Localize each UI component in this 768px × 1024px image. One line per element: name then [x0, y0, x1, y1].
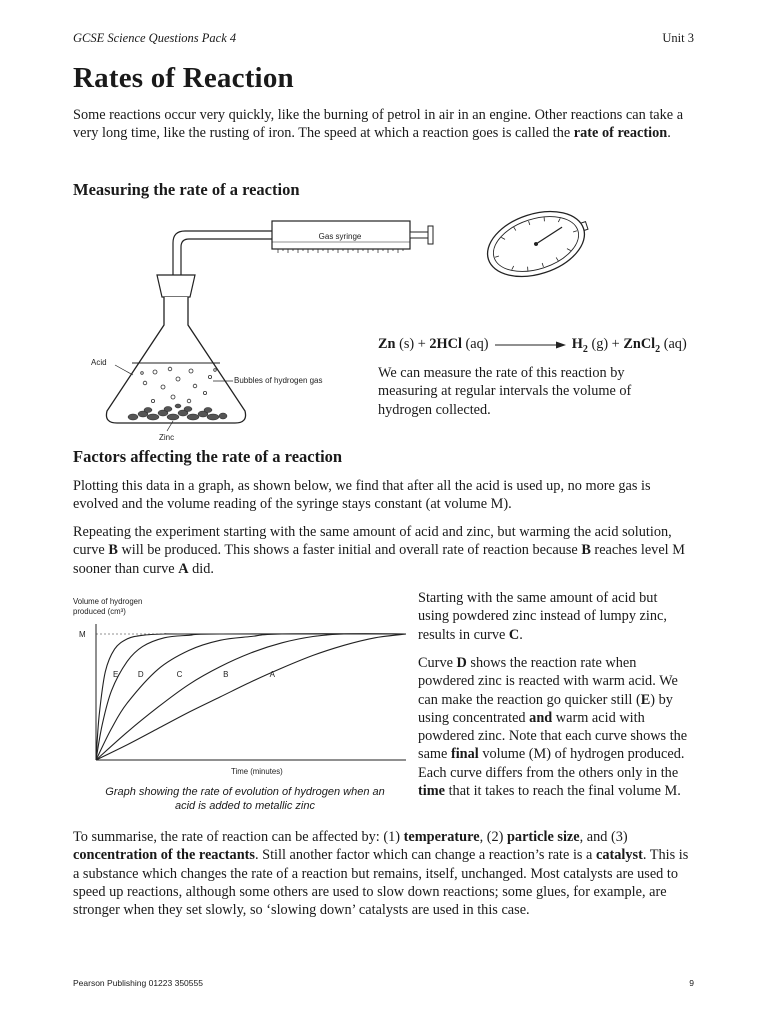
curve-d-e-explanation: Curve D shows the reaction rate when powdered zinc is reacted with warm acid. We can make the reaction go quicker still (E) by using concentrated and warm acid with powdered zinc. Note that each curve shows the same final volume (M) of hydrogen produced. Each curve differs from the others only in the time that it takes to reach the final volume M.: [418, 655, 688, 800]
measurement-explanation: We can measure the rate of this reaction by measuring at regular intervals the volume of hydrogen collected.: [378, 365, 632, 418]
stopwatch-icon: [470, 200, 602, 282]
page-title: Rates of Reaction: [73, 62, 294, 94]
curve-label-a: A: [269, 669, 275, 679]
curve-label-b: B: [223, 669, 229, 679]
curve-label-e: E: [113, 669, 119, 679]
hydrogen-volume-graph: [70, 590, 408, 780]
section-heading-measuring: Measuring the rate of a reaction: [73, 180, 300, 199]
curve-label-c: C: [176, 669, 183, 679]
intro-paragraph: Some reactions occur very quickly, like the burning of petrol in air in an engine. Other reactions can take a very long time, like the rusting of iron. The speed at which a reaction goes is called the rate of reaction.: [73, 107, 684, 142]
footer-publisher: Pearson Publishing 01223 350555: [73, 978, 203, 988]
section-heading-factors: Factors affecting the rate of a reaction: [73, 447, 343, 466]
bubbles-label: Bubbles of hydrogen gas: [234, 376, 323, 385]
syringe-scale: [278, 249, 403, 253]
flask-stopper: [157, 275, 195, 297]
factors-paragraph-2: Repeating the experiment starting with the same amount of acid and zinc, but warming the acid solution, curve B will be produced. This shows a faster initial and overall rate of reaction because B reaches level M sooner than curve A did.: [73, 524, 685, 577]
summary-paragraph: To summarise, the rate of reaction can be affected by: (1) temperature, (2) particle size, and (3) concentration of the reactants. Still another factor which can change a reaction’s rate is a catalyst. This is a substance which changes the rate of a reaction but remains, itself, unchanged. Most catalysts are used to speed up reactions, although some others are used to slow down reactions; some glues, for example, are stronger when they set slowly, so ‘slowing down’ catalysts are used in this case.: [73, 829, 689, 919]
curve-label-d: D: [137, 669, 144, 679]
apparatus-diagram: [91, 215, 362, 447]
gas-syringe-label: Gas syringe: [318, 232, 362, 241]
y-axis-label-line2: produced (cm³): [73, 607, 126, 616]
graph-caption: Graph showing the rate of evolution of hydrogen when an acid is added to metallic zinc: [105, 786, 385, 812]
running-header-unit: Unit 3: [662, 31, 694, 45]
x-axis-label: Time (minutes): [231, 767, 283, 776]
y-axis-label-line1: Volume of hydrogen: [73, 597, 143, 606]
curve-c-explanation: Starting with the same amount of acid but using powdered zinc instead of lumpy zinc, results in curve C.: [418, 590, 667, 643]
acid-label: Acid: [91, 358, 107, 367]
footer-page-number: 9: [689, 978, 694, 988]
zinc-label: Zinc: [159, 433, 175, 442]
factors-paragraph-1: Plotting this data in a graph, as shown below, we find that after all the acid is used up, no more gas is evolved and the volume reading of the syringe stays constant (at volume M).: [73, 478, 651, 513]
curve-b: [96, 634, 406, 760]
reaction-arrow: [492, 340, 568, 350]
running-header-title: GCSE Science Questions Pack 4: [73, 31, 237, 45]
chemical-equation: Zn (s) + 2HCl (aq) $H_2$ (g) + ZnCl$_2$ (aq): [378, 336, 687, 355]
y-tick-label-m: M: [79, 630, 86, 639]
